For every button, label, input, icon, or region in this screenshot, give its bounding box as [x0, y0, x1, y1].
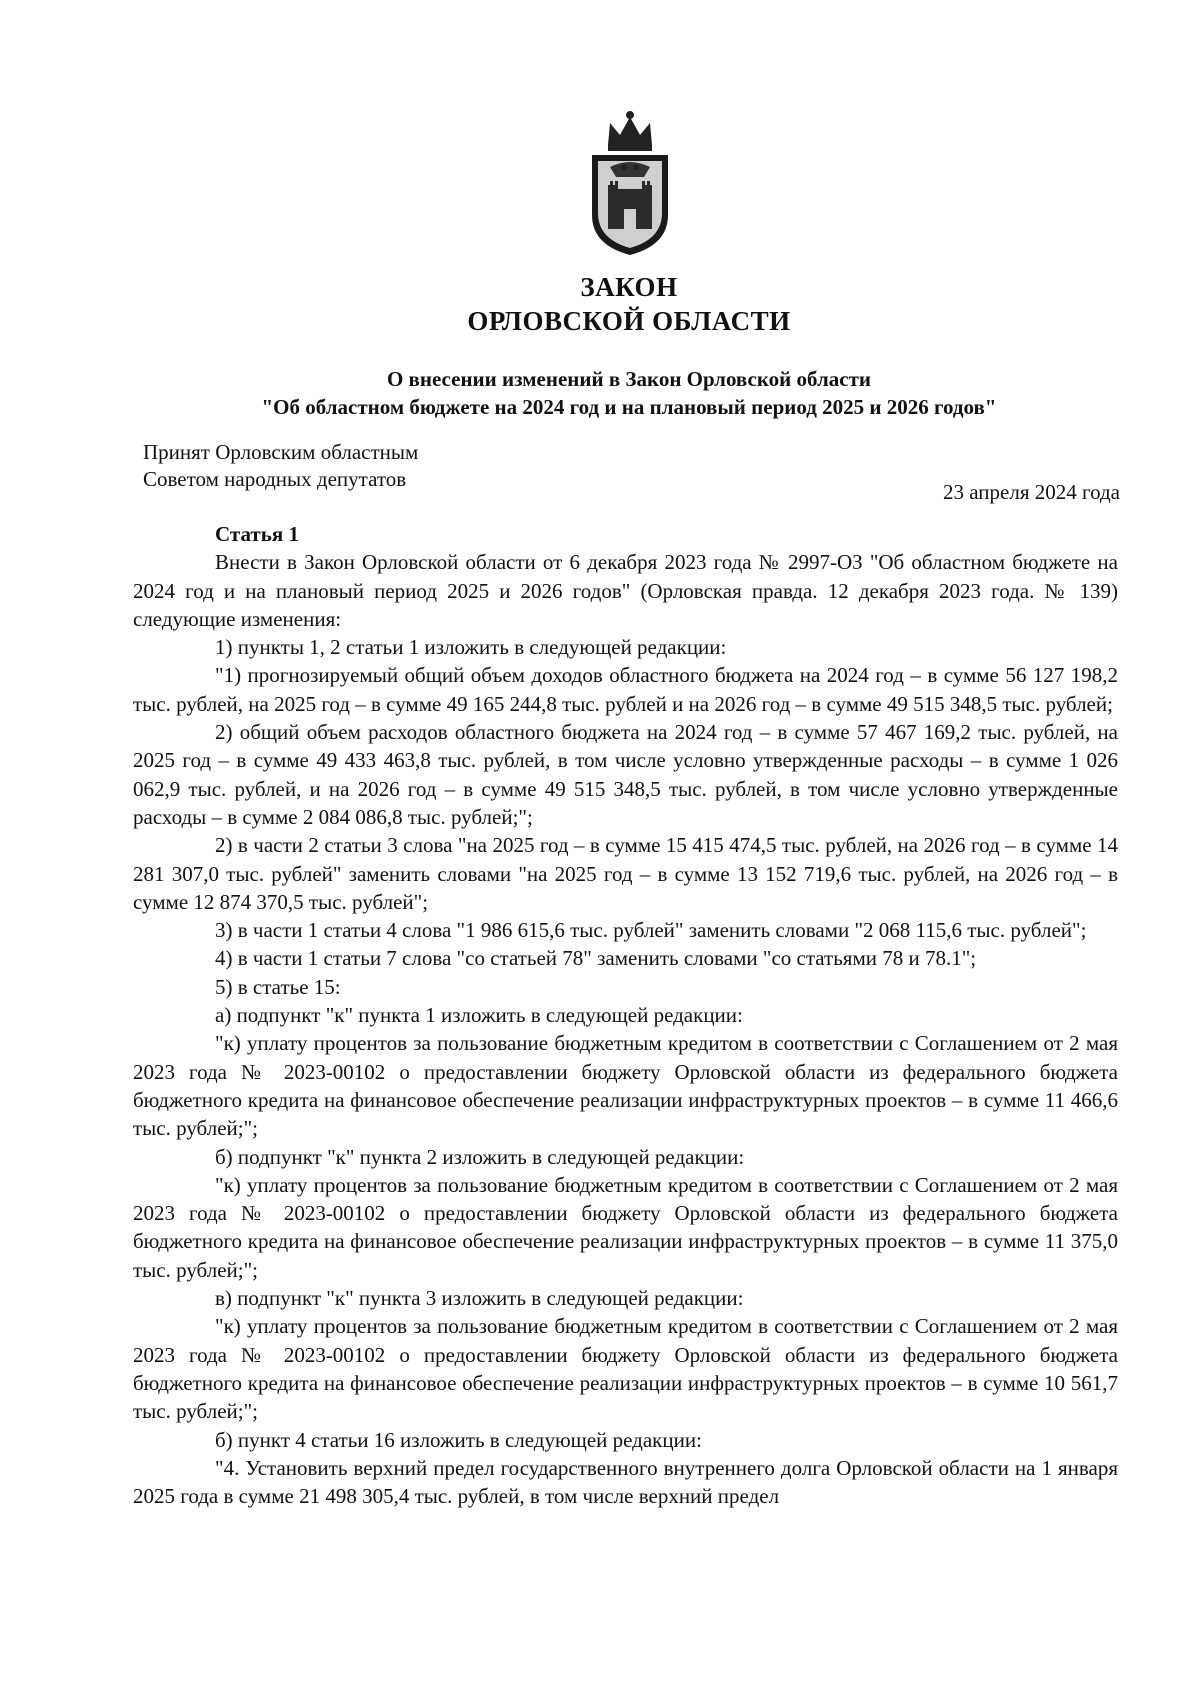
paragraph: 4) в части 1 статьи 7 слова "со статьей 78" заменить словами "со статьями 78 и 78.1";	[215, 946, 977, 971]
paragraph: Внести в Закон Орловской области от 6 декабря 2023 года № 2997-ОЗ "Об областном бюджете на 2024 год и на плановый период 2025 и 2026 годов" (Орловская правда. 12 декабря 2023 года. № 139) следующие изменения:	[133, 550, 1118, 631]
paragraph: "к) уплату процентов за пользование бюджетным кредитом в соответствии с Соглашением от 2 мая 2023 года № 2023-00102 о предоставлении бюджету Орловской области из федерального бюджета бюджетного кредита на финансовое обеспечение реализации инфраструктурных проектов – в сумме 11 466,6 тыс. рублей;";	[133, 1031, 1118, 1141]
article-body	[133, 520, 1118, 1510]
law-subtitle-line2: "Об областном бюджете на 2024 год и на плановый период 2025 и 2026 годов"	[261, 395, 997, 419]
paragraph: "к) уплату процентов за пользование бюджетным кредитом в соответствии с Соглашением от 2 мая 2023 года № 2023-00102 о предоставлении бюджету Орловской области из федерального бюджета бюджетного кредита на финансовое обеспечение реализации инфраструктурных проектов – в сумме 11 375,0 тыс. рублей;";	[133, 1172, 1118, 1282]
paragraph: 1) пункты 1, 2 статьи 1 изложить в следующей редакции:	[215, 635, 727, 660]
law-subtitle-line1: О внесении изменений в Закон Орловской области	[386, 367, 872, 391]
coat-of-arms-icon	[580, 105, 680, 260]
article-heading: Статья 1	[215, 522, 299, 546]
paragraph: "к) уплату процентов за пользование бюджетным кредитом в соответствии с Соглашением от 2 мая 2023 года № 2023-00102 о предоставлении бюджету Орловской области из федерального бюджета бюджетного кредита на финансовое обеспечение реализации инфраструктурных проектов – в сумме 10 561,7 тыс. рублей;";	[133, 1314, 1118, 1424]
adoption-line1: Принят Орловским областным	[143, 440, 419, 464]
paragraph: а) подпункт "к" пункта 1 изложить в следующей редакции:	[215, 1003, 743, 1028]
paragraph: 3) в части 1 статьи 4 слова "1 986 615,6 тыс. рублей" заменить словами "2 068 115,6 тыс. рублей";	[215, 918, 1087, 943]
paragraph: 2) общий объем расходов областного бюджета на 2024 год – в сумме 57 467 169,2 тыс. рублей, на 2025 год – в сумме 49 433 463,8 тыс. рублей, в том числе условно утвержденные расходы – в сумме 1 026 062,9 тыс. рублей, и на 2026 год – в сумме 49 515 348,5 тыс. рублей, в том числе условно утвержденные расходы – в сумме 2 084 086,8 тыс. рублей;";	[133, 720, 1118, 829]
paragraph: б) подпункт "к" пункта 2 изложить в следующей редакции:	[215, 1144, 745, 1169]
paragraph: б) пункт 4 статьи 16 изложить в следующей редакции:	[215, 1427, 702, 1452]
paragraph: "4. Установить верхний предел государственного внутреннего долга Орловской области на 1 января 2025 года в сумме 21 498 305,4 тыс. рублей, в том числе верхний предел	[133, 1455, 1118, 1509]
paragraph: в) подпункт "к" пункта 3 изложить в следующей редакции:	[215, 1286, 744, 1311]
paragraph: 5) в статье 15:	[215, 974, 341, 999]
paragraph: 2) в части 2 статьи 3 слова "на 2025 год – в сумме 15 415 474,5 тыс. рублей, на 2026 год – в сумме 14 281 307,0 тыс. рублей" заменить словами "на 2025 год – в сумме 13 152 719,6 тыс. рублей, на 2026 год – в сумме 12 874 370,5 тыс. рублей";	[133, 833, 1118, 914]
law-title: ЗАКОН	[580, 272, 678, 302]
adoption-line2: Советом народных депутатов	[143, 467, 407, 491]
paragraph: "1) прогнозируемый общий объем доходов областного бюджета на 2024 год – в сумме 56 127 198,2 тыс. рублей, на 2025 год – в сумме 49 165 244,8 тыс. рублей и на 2026 год – в сумме 49 515 348,5 тыс. рублей;	[133, 663, 1118, 716]
adoption-date: 23 апреля 2024 года	[943, 480, 1120, 504]
law-region-title: ОРЛОВСКОЙ ОБЛАСТИ	[467, 306, 791, 336]
